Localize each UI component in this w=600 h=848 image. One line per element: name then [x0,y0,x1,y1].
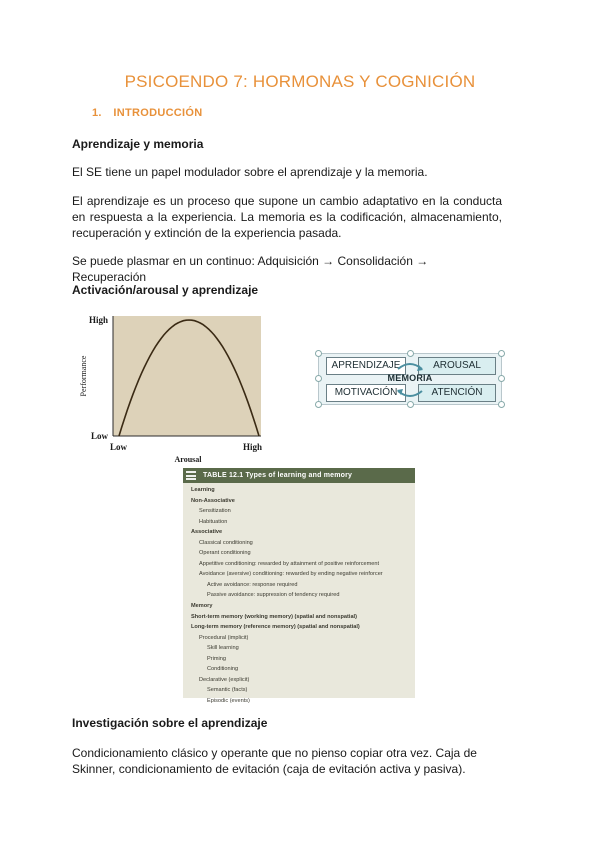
table-row: Passive avoidance: suppression of tendency required [207,592,340,599]
table-row: Declarative (explicit) [199,676,250,683]
selection-handle [315,401,322,408]
table-row: Priming [207,655,226,662]
table-row: Learning [191,487,215,493]
arousal-performance-chart [76,308,276,466]
section-label: INTRODUCCIÓN [113,107,203,119]
plot-background [113,316,261,436]
concept-diagram [318,353,502,405]
selection-handle [498,375,505,382]
selection-handle [315,350,322,357]
table-row: Semantic (facts) [207,687,248,694]
y-axis-label: Performance [79,355,88,397]
table-row: Non-Associative [191,497,235,504]
table-row: Conditioning [207,666,239,673]
table-row: Associative [191,529,223,536]
section-heading [92,107,203,119]
selection-handle [407,401,414,408]
table-row: Short-term memory (working memory) (spatial and nonspatial) [191,613,357,620]
table-row: Operant conditioning [199,550,251,557]
center-memoria: MEMORIA [387,373,433,383]
box-arousal: AROUSAL [418,357,496,375]
table-row: Appetitive conditioning: rewarded by attainment of positive reinforcement [199,560,380,567]
table-row: Active avoidance: response required [207,581,298,588]
table-row: Classical conditioning [199,539,253,546]
y-tick-high: High [88,315,108,325]
subheading-investigacion: Investigación sobre el aprendizaje [72,716,268,730]
selection-handle [407,350,414,357]
subheading-aprendizaje-memoria: Aprendizaje y memoria [72,137,204,151]
table-row: Memory [191,603,213,610]
learning-memory-table [183,468,415,704]
paragraph-1: El SE tiene un papel modulador sobre el aprendizaje y la memoria. [72,165,428,179]
table-row: Skill learning [207,645,239,652]
selection-handle [498,401,505,408]
page-title: PSICOENDO 7: HORMONAS Y COGNICIÓN [124,72,476,91]
table-row: Avoidance (aversive) conditioning: rewarded by ending negative reinforcer [199,571,383,578]
x-axis-label: Arousal [174,455,202,464]
table-rows [183,485,415,706]
selection-handle [498,350,505,357]
x-tick-low: Low [110,442,128,452]
table-row: Procedural (implicit) [199,634,249,641]
selection-handle [315,375,322,382]
list-icon [186,471,196,480]
paragraph-3: Se puede plasmar en un continuo: Adquisición → Consolidación → Recuperación [72,254,429,284]
subheading-activacion: Activación/arousal y aprendizaje [72,283,259,297]
table-header [183,468,415,483]
table-row: Habituation [199,518,228,525]
table-row: Episodic (events) [207,697,250,704]
section-number: 1. [92,107,102,119]
box-motivacion: MOTIVACIÓN [326,384,406,402]
box-atencion: ATENCIÓN [418,384,496,402]
x-tick-high: High [242,442,262,452]
paragraph-4: Condicionamiento clásico y operante que no pienso copiar otra vez. Caja de Skinner, condicionamiento de evitación (caja de evitación activa y pasiva). [72,746,477,776]
table-header-title: TABLE 12.1 Types of learning and memory [203,472,353,479]
y-tick-low: Low [90,431,108,441]
table-row: Sensitization [199,508,231,515]
paragraph-2: El aprendizaje es un proceso que supone un cambio adaptativo en la conducta en respuesta a la experiencia. La memoria es la codificación, almacenamiento, recuperación y extinción de la experiencia pasada. [72,194,502,240]
box-aprendizaje: APRENDIZAJE [326,357,406,375]
table-row: Long-term memory (reference memory) (spatial and nonspatial) [191,624,360,631]
